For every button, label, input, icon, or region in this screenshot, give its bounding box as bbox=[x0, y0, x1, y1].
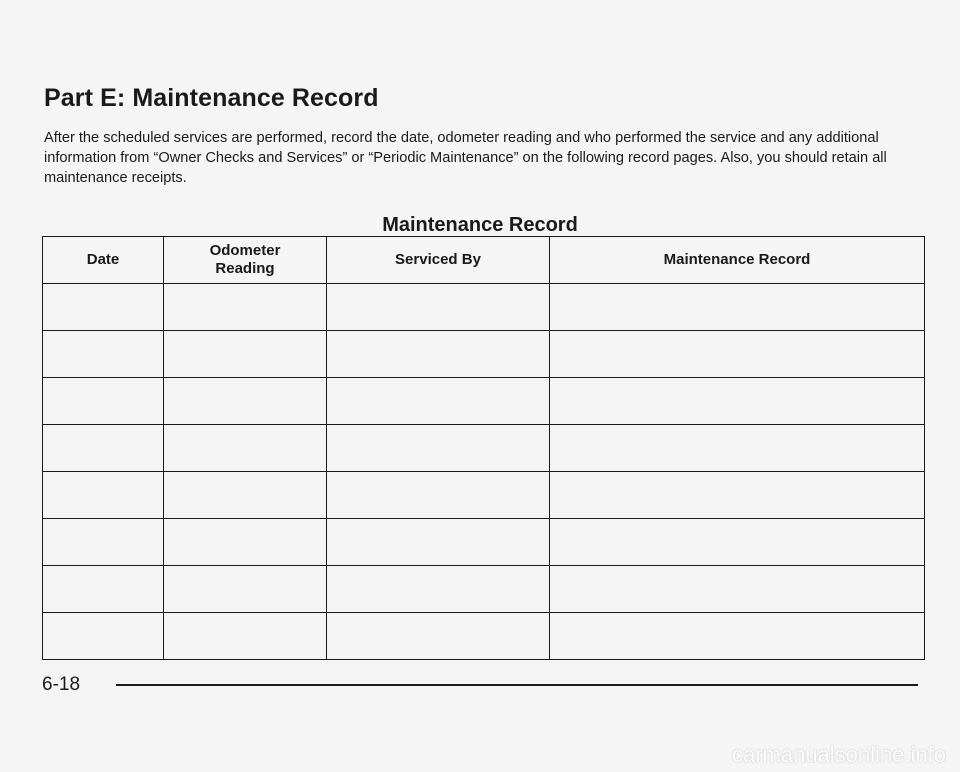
cell-odometer bbox=[164, 331, 327, 378]
cell-serviced-by bbox=[327, 331, 550, 378]
cell-serviced-by bbox=[327, 378, 550, 425]
footer-rule bbox=[116, 684, 918, 686]
cell-serviced-by bbox=[327, 284, 550, 331]
maintenance-record-table bbox=[42, 236, 925, 660]
cell-odometer bbox=[164, 425, 327, 472]
cell-record bbox=[550, 378, 925, 425]
watermark: carmanualsonline.info bbox=[731, 742, 946, 767]
cell-date bbox=[43, 425, 164, 472]
table-title: Maintenance Record bbox=[382, 214, 578, 236]
table-body bbox=[43, 284, 925, 660]
cell-odometer bbox=[164, 566, 327, 613]
intro-paragraph: After the scheduled services are performed, record the date, odometer reading and who performed the service and any additional information from “Owner Checks and Services” or “Periodic Maintenance” on the following record pages. Also, you should retain all maintenance receipts. bbox=[44, 130, 887, 186]
table-row bbox=[43, 566, 925, 613]
cell-record bbox=[550, 519, 925, 566]
cell-date bbox=[43, 378, 164, 425]
cell-record bbox=[550, 284, 925, 331]
table-row bbox=[43, 613, 925, 660]
header-serviced-by: Serviced By bbox=[327, 237, 550, 284]
cell-record bbox=[550, 613, 925, 660]
cell-record bbox=[550, 472, 925, 519]
header-date: Date bbox=[43, 237, 164, 284]
table-header-row bbox=[43, 237, 925, 284]
cell-date bbox=[43, 284, 164, 331]
cell-date bbox=[43, 566, 164, 613]
table-row bbox=[43, 331, 925, 378]
table-row bbox=[43, 378, 925, 425]
cell-serviced-by bbox=[327, 566, 550, 613]
header-maintenance-record: Maintenance Record bbox=[550, 237, 925, 284]
cell-odometer bbox=[164, 519, 327, 566]
cell-serviced-by bbox=[327, 425, 550, 472]
cell-odometer bbox=[164, 613, 327, 660]
cell-date bbox=[43, 331, 164, 378]
cell-record bbox=[550, 331, 925, 378]
header-odometer-reading bbox=[164, 237, 327, 284]
cell-record bbox=[550, 566, 925, 613]
cell-serviced-by bbox=[327, 613, 550, 660]
header-odometer-line2: Reading bbox=[215, 260, 275, 277]
cell-record bbox=[550, 425, 925, 472]
cell-serviced-by bbox=[327, 472, 550, 519]
header-odometer-line1: Odometer bbox=[209, 242, 281, 259]
table-row bbox=[43, 284, 925, 331]
table-row bbox=[43, 519, 925, 566]
cell-date bbox=[43, 519, 164, 566]
cell-odometer bbox=[164, 284, 327, 331]
cell-date bbox=[43, 613, 164, 660]
cell-date bbox=[43, 472, 164, 519]
cell-odometer bbox=[164, 378, 327, 425]
cell-serviced-by bbox=[327, 519, 550, 566]
table-row bbox=[43, 425, 925, 472]
cell-odometer bbox=[164, 472, 327, 519]
table-row bbox=[43, 472, 925, 519]
page-number: 6-18 bbox=[42, 674, 81, 695]
page-title: Part E: Maintenance Record bbox=[44, 84, 379, 112]
